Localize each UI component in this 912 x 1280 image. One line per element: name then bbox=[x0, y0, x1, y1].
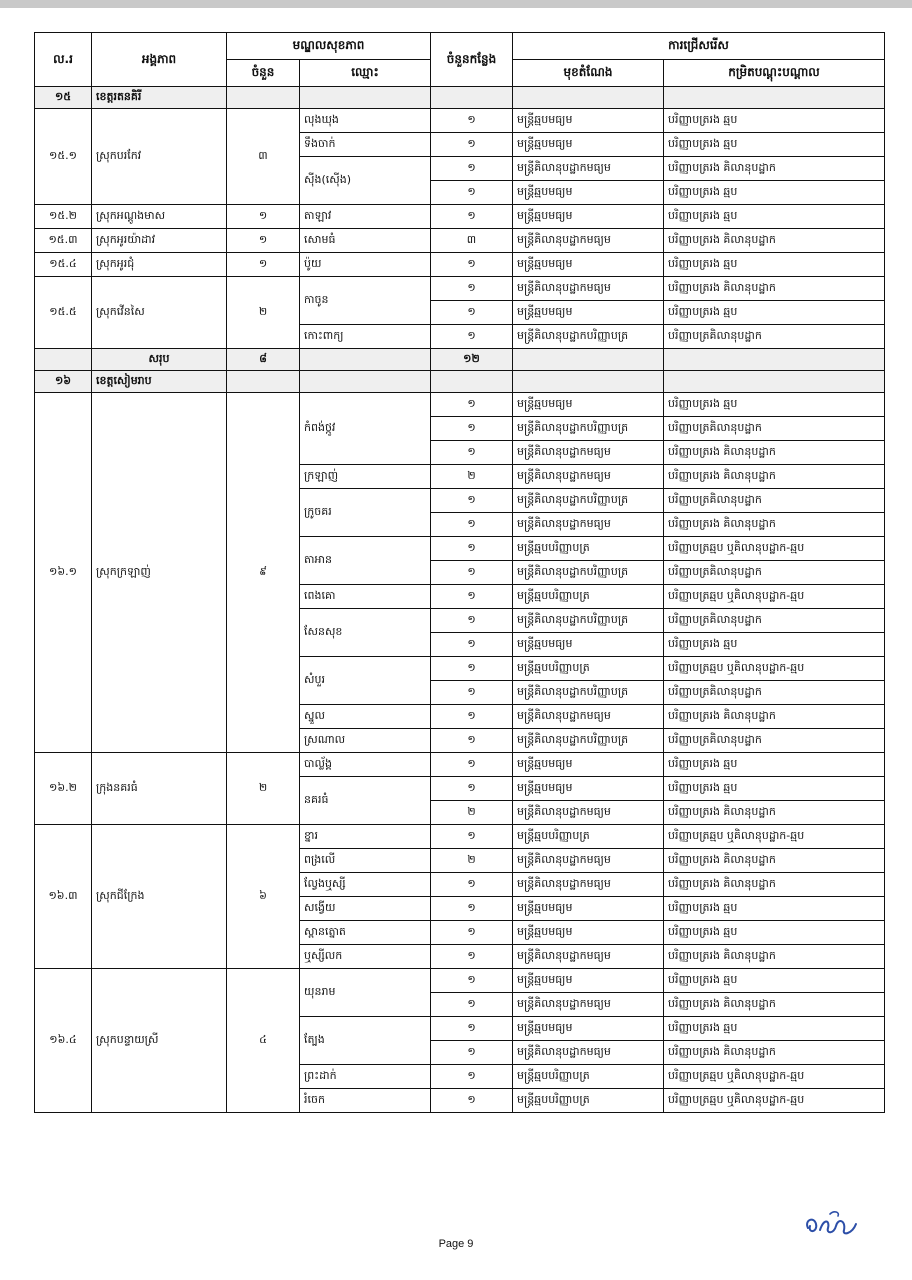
qualification-level: បរិញ្ញាបត្ររង គិលានុបដ្ឋាក bbox=[664, 157, 885, 181]
role-title: មន្ត្រីគិលានុបដ្ឋាកបរិញ្ញាបត្រ bbox=[513, 561, 664, 585]
center-count: ៦ bbox=[227, 825, 300, 969]
empty-cell bbox=[35, 349, 92, 371]
empty-cell bbox=[431, 87, 513, 109]
center-name: ឬស្សីលក bbox=[300, 945, 431, 969]
total-count: ៨ bbox=[227, 349, 300, 371]
empty-cell bbox=[664, 87, 885, 109]
role-title: មន្ត្រីឆ្មបមធ្យម bbox=[513, 897, 664, 921]
positions-count: ១ bbox=[431, 897, 513, 921]
qualification-level: បរិញ្ញាបត្ររង គិលានុបដ្ឋាក bbox=[664, 441, 885, 465]
qualification-level: បរិញ្ញាបត្ររង ឆ្មប bbox=[664, 897, 885, 921]
role-title: មន្ត្រីគិលានុបដ្ឋាកមធ្យម bbox=[513, 801, 664, 825]
role-title: មន្ត្រីឆ្មបមធ្យម bbox=[513, 921, 664, 945]
qualification-level: បរិញ្ញាបត្រគិលានុបដ្ឋាក bbox=[664, 489, 885, 513]
center-name: បាល្ល័ង្គ bbox=[300, 753, 431, 777]
qualification-level: បរិញ្ញាបត្ររង ឆ្មប bbox=[664, 777, 885, 801]
role-title: មន្ត្រីគិលានុបដ្ឋាកបរិញ្ញាបត្រ bbox=[513, 489, 664, 513]
role-title: មន្ត្រីឆ្មបមធ្យម bbox=[513, 253, 664, 277]
role-title: មន្ត្រីឆ្មបមធ្យម bbox=[513, 301, 664, 325]
positions-count: ១ bbox=[431, 1041, 513, 1065]
positions-count: ១ bbox=[431, 681, 513, 705]
district-number: ១៦.២ bbox=[35, 753, 92, 825]
positions-count: ១ bbox=[431, 325, 513, 349]
center-name: ពង្រលើ bbox=[300, 849, 431, 873]
page-number: Page 9 bbox=[438, 1238, 474, 1250]
role-title: មន្ត្រីគិលានុបដ្ឋាកបរិញ្ញាបត្រ bbox=[513, 681, 664, 705]
qualification-level: បរិញ្ញាបត្រឆ្មប ឬគិលានុបដ្ឋាក-ឆ្មប bbox=[664, 825, 885, 849]
center-count: ២ bbox=[227, 753, 300, 825]
empty-cell bbox=[431, 371, 513, 393]
qualification-level: បរិញ្ញាបត្ររង គិលានុបដ្ឋាក bbox=[664, 993, 885, 1017]
positions-count: ១ bbox=[431, 561, 513, 585]
center-name: ស្នួល bbox=[300, 705, 431, 729]
positions-count: ១ bbox=[431, 921, 513, 945]
center-count: ១ bbox=[227, 205, 300, 229]
role-title: មន្ត្រីគិលានុបដ្ឋាកមធ្យម bbox=[513, 513, 664, 537]
positions-count: ១ bbox=[431, 993, 513, 1017]
total-label: សរុប bbox=[92, 349, 227, 371]
district-number: ១៥.២ bbox=[35, 205, 92, 229]
center-name: រំចេក bbox=[300, 1089, 431, 1113]
positions-count: ១ bbox=[431, 609, 513, 633]
header-qualification: កម្រិតបណ្តុះបណ្តាល bbox=[664, 60, 885, 87]
total-row bbox=[35, 349, 885, 371]
center-name: សំបួរ bbox=[300, 657, 431, 705]
empty-cell bbox=[513, 371, 664, 393]
district-number: ១៥.៥ bbox=[35, 277, 92, 349]
center-name: សោមធំ bbox=[300, 229, 431, 253]
district-name: ស្រុកអូរយ៉ាដាវ bbox=[92, 229, 227, 253]
district-number: ១៥.១ bbox=[35, 109, 92, 205]
positions-count: ២ bbox=[431, 465, 513, 489]
center-name: តាអាន bbox=[300, 537, 431, 585]
center-count: ៤ bbox=[227, 969, 300, 1113]
positions-count: ១ bbox=[431, 873, 513, 897]
district-name: ស្រុកអណ្តូងមាស bbox=[92, 205, 227, 229]
role-title: មន្ត្រីឆ្មបមធ្យម bbox=[513, 777, 664, 801]
qualification-level: បរិញ្ញាបត្រឆ្មប ឬគិលានុបដ្ឋាក-ឆ្មប bbox=[664, 657, 885, 681]
district-number: ១៥.៤ bbox=[35, 253, 92, 277]
center-name: លុងឃុង bbox=[300, 109, 431, 133]
qualification-level: បរិញ្ញាបត្ររង គិលានុបដ្ឋាក bbox=[664, 945, 885, 969]
qualification-level: បរិញ្ញាបត្រឆ្មប ឬគិលានុបដ្ឋាក-ឆ្មប bbox=[664, 585, 885, 609]
role-title: មន្ត្រីឆ្មបបរិញ្ញាបត្រ bbox=[513, 1089, 664, 1113]
role-title: មន្ត្រីគិលានុបដ្ឋាកបរិញ្ញាបត្រ bbox=[513, 609, 664, 633]
positions-count: ១ bbox=[431, 489, 513, 513]
center-name: ក្រឡាញ់ bbox=[300, 465, 431, 489]
role-title: មន្ត្រីគិលានុបដ្ឋាកមធ្យម bbox=[513, 873, 664, 897]
qualification-level: បរិញ្ញាបត្រគិលានុបដ្ឋាក bbox=[664, 729, 885, 753]
qualification-level: បរិញ្ញាបត្ររង គិលានុបដ្ឋាក bbox=[664, 801, 885, 825]
role-title: មន្ត្រីគិលានុបដ្ឋាកមធ្យម bbox=[513, 441, 664, 465]
positions-count: ១ bbox=[431, 157, 513, 181]
role-title: មន្ត្រីឆ្មបមធ្យម bbox=[513, 753, 664, 777]
qualification-level: បរិញ្ញាបត្រឆ្មប ឬគិលានុបដ្ឋាក-ឆ្មប bbox=[664, 1089, 885, 1113]
role-title: មន្ត្រីគិលានុបដ្ឋាកបរិញ្ញាបត្រ bbox=[513, 729, 664, 753]
recruitment-table bbox=[34, 32, 885, 1113]
positions-count: ១ bbox=[431, 205, 513, 229]
district-name: ស្រុកក្រឡាញ់ bbox=[92, 393, 227, 753]
positions-count: ១ bbox=[431, 109, 513, 133]
positions-count: ២ bbox=[431, 849, 513, 873]
center-name: កាចូន bbox=[300, 277, 431, 325]
center-name: ត្បែង bbox=[300, 1017, 431, 1065]
empty-cell bbox=[513, 349, 664, 371]
qualification-level: បរិញ្ញាបត្រគិលានុបដ្ឋាក bbox=[664, 417, 885, 441]
province-row bbox=[35, 87, 885, 109]
table-row bbox=[35, 109, 885, 133]
positions-count: ៣ bbox=[431, 229, 513, 253]
center-name: យុនរាម bbox=[300, 969, 431, 1017]
header-positions: ចំនួនកន្លែង bbox=[431, 33, 513, 87]
table-row bbox=[35, 277, 885, 301]
role-title: មន្ត្រីគិលានុបដ្ឋាកបរិញ្ញាបត្រ bbox=[513, 417, 664, 441]
role-title: មន្ត្រីឆ្មបមធ្យម bbox=[513, 393, 664, 417]
empty-cell bbox=[664, 371, 885, 393]
role-title: មន្ត្រីឆ្មបបរិញ្ញាបត្រ bbox=[513, 585, 664, 609]
role-title: មន្ត្រីឆ្មបមធ្យម bbox=[513, 1017, 664, 1041]
header-selection: ការជ្រើសរើស bbox=[513, 33, 885, 60]
positions-count: ១ bbox=[431, 537, 513, 561]
center-name: តាឡាវ bbox=[300, 205, 431, 229]
center-name: កោះពាក្យ bbox=[300, 325, 431, 349]
qualification-level: បរិញ្ញាបត្ររង ឆ្មប bbox=[664, 753, 885, 777]
center-name: ប៉ូយ bbox=[300, 253, 431, 277]
table-row bbox=[35, 253, 885, 277]
role-title: មន្ត្រីគិលានុបដ្ឋាកមធ្យម bbox=[513, 705, 664, 729]
district-number: ១៦.៤ bbox=[35, 969, 92, 1113]
qualification-level: បរិញ្ញាបត្ររង ឆ្មប bbox=[664, 1017, 885, 1041]
empty-cell bbox=[300, 349, 431, 371]
qualification-level: បរិញ្ញាបត្រឆ្មប ឬគិលានុបដ្ឋាក-ឆ្មប bbox=[664, 1065, 885, 1089]
qualification-level: បរិញ្ញាបត្ររង ឆ្មប bbox=[664, 969, 885, 993]
center-name: សង្វើយ bbox=[300, 897, 431, 921]
table-row bbox=[35, 229, 885, 253]
province-name: ខេត្តសៀមរាប bbox=[92, 371, 227, 393]
qualification-level: បរិញ្ញាបត្ររង គិលានុបដ្ឋាក bbox=[664, 277, 885, 301]
qualification-level: បរិញ្ញាបត្ររង ឆ្មប bbox=[664, 253, 885, 277]
qualification-level: បរិញ្ញាបត្ររង ឆ្មប bbox=[664, 181, 885, 205]
center-name: នគរធំ bbox=[300, 777, 431, 825]
center-name: ខ្នារ bbox=[300, 825, 431, 849]
empty-cell bbox=[664, 349, 885, 371]
positions-count: ១ bbox=[431, 777, 513, 801]
role-title: មន្ត្រីឆ្មបមធ្យម bbox=[513, 633, 664, 657]
positions-count: ១ bbox=[431, 133, 513, 157]
center-count: ១ bbox=[227, 229, 300, 253]
positions-count: ១ bbox=[431, 1089, 513, 1113]
district-name: ស្រុកវើនសៃ bbox=[92, 277, 227, 349]
positions-count: ១ bbox=[431, 1017, 513, 1041]
header-name: ឈ្មោះ bbox=[300, 60, 431, 87]
role-title: មន្ត្រីគិលានុបដ្ឋាកមធ្យម bbox=[513, 277, 664, 301]
signature-mark bbox=[800, 1206, 870, 1240]
center-count: ១ bbox=[227, 253, 300, 277]
role-title: មន្ត្រីឆ្មបបរិញ្ញាបត្រ bbox=[513, 825, 664, 849]
role-title: មន្ត្រីឆ្មបមធ្យម bbox=[513, 133, 664, 157]
role-title: មន្ត្រីគិលានុបដ្ឋាកមធ្យម bbox=[513, 157, 664, 181]
center-name: ស្ពានត្នោត bbox=[300, 921, 431, 945]
empty-cell bbox=[513, 87, 664, 109]
district-number: ១៥.៣ bbox=[35, 229, 92, 253]
empty-cell bbox=[227, 371, 300, 393]
positions-count: ១ bbox=[431, 277, 513, 301]
district-number: ១៦.៣ bbox=[35, 825, 92, 969]
header-entity: អង្គភាព bbox=[92, 33, 227, 87]
qualification-level: បរិញ្ញាបត្រគិលានុបដ្ឋាក bbox=[664, 609, 885, 633]
role-title: មន្ត្រីឆ្មបមធ្យម bbox=[513, 205, 664, 229]
header-health-center: មណ្ឌលសុខភាព bbox=[227, 33, 431, 60]
district-name: ស្រុកអូរជុំ bbox=[92, 253, 227, 277]
qualification-level: បរិញ្ញាបត្ររង ឆ្មប bbox=[664, 633, 885, 657]
qualification-level: បរិញ្ញាបត្ររង ឆ្មប bbox=[664, 109, 885, 133]
positions-count: ១ bbox=[431, 705, 513, 729]
table-row bbox=[35, 825, 885, 849]
province-name: ខេត្តរតនគិរី bbox=[92, 87, 227, 109]
positions-count: ១ bbox=[431, 585, 513, 609]
province-number: ១៦ bbox=[35, 371, 92, 393]
role-title: មន្ត្រីគិលានុបដ្ឋាកមធ្យម bbox=[513, 945, 664, 969]
top-edge-strip bbox=[0, 0, 912, 8]
qualification-level: បរិញ្ញាបត្ររង គិលានុបដ្ឋាក bbox=[664, 1041, 885, 1065]
table-row bbox=[35, 393, 885, 417]
qualification-level: បរិញ្ញាបត្រគិលានុបដ្ឋាក bbox=[664, 325, 885, 349]
qualification-level: បរិញ្ញាបត្ររង ឆ្មប bbox=[664, 393, 885, 417]
qualification-level: បរិញ្ញាបត្រឆ្មប ឬគិលានុបដ្ឋាក-ឆ្មប bbox=[664, 537, 885, 561]
table-body bbox=[35, 87, 885, 1113]
role-title: មន្ត្រីគិលានុបដ្ឋាកមធ្យម bbox=[513, 1041, 664, 1065]
total-positions: ១២ bbox=[431, 349, 513, 371]
qualification-level: បរិញ្ញាបត្ររង គិលានុបដ្ឋាក bbox=[664, 229, 885, 253]
center-name: ស៊ីង(ស៊ើង) bbox=[300, 157, 431, 205]
role-title: មន្ត្រីឆ្មបបរិញ្ញាបត្រ bbox=[513, 657, 664, 681]
province-row bbox=[35, 371, 885, 393]
header-count: ចំនួន bbox=[227, 60, 300, 87]
positions-count: ១ bbox=[431, 181, 513, 205]
role-title: មន្ត្រីឆ្មបបរិញ្ញាបត្រ bbox=[513, 537, 664, 561]
center-name: កំពង់ថ្កូវ bbox=[300, 393, 431, 465]
role-title: មន្ត្រីឆ្មបមធ្យម bbox=[513, 109, 664, 133]
role-title: មន្ត្រីគិលានុបដ្ឋាកមធ្យម bbox=[513, 465, 664, 489]
qualification-level: បរិញ្ញាបត្ររង ឆ្មប bbox=[664, 301, 885, 325]
center-name: ពេងគោ bbox=[300, 585, 431, 609]
positions-count: ២ bbox=[431, 801, 513, 825]
table-row bbox=[35, 205, 885, 229]
positions-count: ១ bbox=[431, 825, 513, 849]
district-name: ស្រុកជីក្រែង bbox=[92, 825, 227, 969]
empty-cell bbox=[300, 371, 431, 393]
positions-count: ១ bbox=[431, 441, 513, 465]
center-count: ២ bbox=[227, 277, 300, 349]
header-no: ល.រ bbox=[35, 33, 92, 87]
role-title: មន្ត្រីឆ្មបបរិញ្ញាបត្រ bbox=[513, 1065, 664, 1089]
table-row bbox=[35, 969, 885, 993]
positions-count: ១ bbox=[431, 729, 513, 753]
center-name: សែនសុខ bbox=[300, 609, 431, 657]
qualification-level: បរិញ្ញាបត្ររង ឆ្មប bbox=[664, 133, 885, 157]
district-name: ស្រុកបរកែវ bbox=[92, 109, 227, 205]
center-count: ៩ bbox=[227, 393, 300, 753]
center-name: ល្វែងឬស្សី bbox=[300, 873, 431, 897]
table-row bbox=[35, 753, 885, 777]
qualification-level: បរិញ្ញាបត្ររង ឆ្មប bbox=[664, 205, 885, 229]
qualification-level: បរិញ្ញាបត្ររង គិលានុបដ្ឋាក bbox=[664, 513, 885, 537]
positions-count: ១ bbox=[431, 1065, 513, 1089]
qualification-level: បរិញ្ញាបត្ររង គិលានុបដ្ឋាក bbox=[664, 873, 885, 897]
positions-count: ១ bbox=[431, 657, 513, 681]
center-name: ស្រណាល bbox=[300, 729, 431, 753]
positions-count: ១ bbox=[431, 301, 513, 325]
province-number: ១៥ bbox=[35, 87, 92, 109]
empty-cell bbox=[227, 87, 300, 109]
role-title: មន្ត្រីគិលានុបដ្ឋាកបរិញ្ញាបត្រ bbox=[513, 325, 664, 349]
role-title: មន្ត្រីឆ្មបមធ្យម bbox=[513, 969, 664, 993]
role-title: មន្ត្រីគិលានុបដ្ឋាកមធ្យម bbox=[513, 993, 664, 1017]
positions-count: ១ bbox=[431, 945, 513, 969]
empty-cell bbox=[300, 87, 431, 109]
positions-count: ១ bbox=[431, 393, 513, 417]
role-title: មន្ត្រីគិលានុបដ្ឋាកមធ្យម bbox=[513, 849, 664, 873]
positions-count: ១ bbox=[431, 969, 513, 993]
qualification-level: បរិញ្ញាបត្ររង គិលានុបដ្ឋាក bbox=[664, 849, 885, 873]
center-name: ទឹងចាក់ bbox=[300, 133, 431, 157]
role-title: មន្ត្រីគិលានុបដ្ឋាកមធ្យម bbox=[513, 229, 664, 253]
qualification-level: បរិញ្ញាបត្ររង គិលានុបដ្ឋាក bbox=[664, 465, 885, 489]
district-number: ១៦.១ bbox=[35, 393, 92, 753]
positions-count: ១ bbox=[431, 253, 513, 277]
positions-count: ១ bbox=[431, 513, 513, 537]
district-name: ក្រុងនគរធំ bbox=[92, 753, 227, 825]
role-title: មន្ត្រីឆ្មបមធ្យម bbox=[513, 181, 664, 205]
header-role: មុខតំណែង bbox=[513, 60, 664, 87]
qualification-level: បរិញ្ញាបត្រគិលានុបដ្ឋាក bbox=[664, 681, 885, 705]
qualification-level: បរិញ្ញាបត្ររង គិលានុបដ្ឋាក bbox=[664, 705, 885, 729]
positions-count: ១ bbox=[431, 417, 513, 441]
qualification-level: បរិញ្ញាបត្ររង ឆ្មប bbox=[664, 921, 885, 945]
center-count: ៣ bbox=[227, 109, 300, 205]
center-name: ក្រូចគរ bbox=[300, 489, 431, 537]
positions-count: ១ bbox=[431, 753, 513, 777]
qualification-level: បរិញ្ញាបត្រគិលានុបដ្ឋាក bbox=[664, 561, 885, 585]
district-name: ស្រុកបន្ទាយស្រី bbox=[92, 969, 227, 1113]
center-name: ព្រះដាក់ bbox=[300, 1065, 431, 1089]
table-header bbox=[35, 33, 885, 87]
positions-count: ១ bbox=[431, 633, 513, 657]
